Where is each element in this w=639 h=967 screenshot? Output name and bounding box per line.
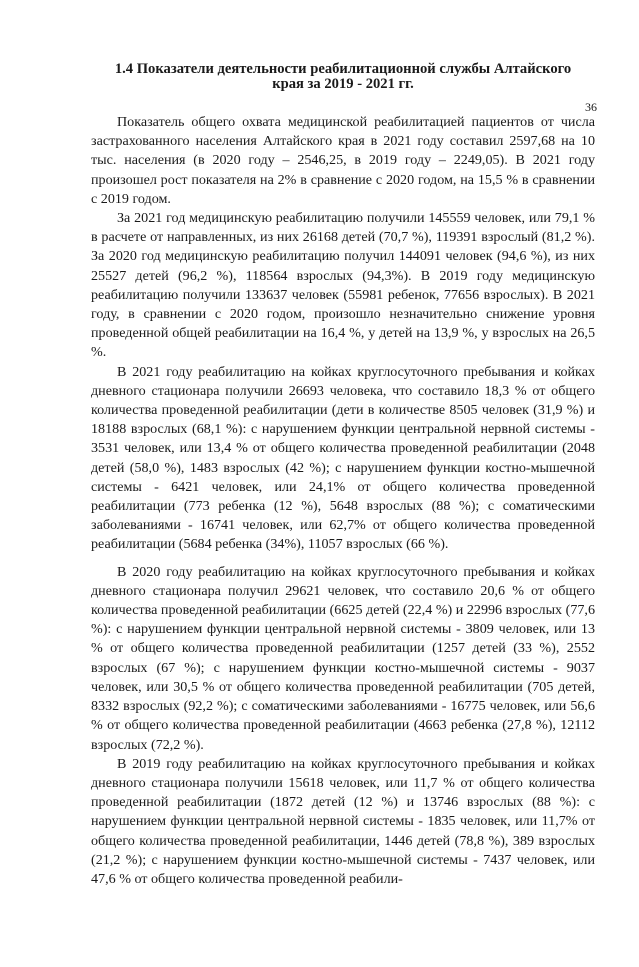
paragraph-rehab-totals: За 2021 год медицинскую реабилитацию получили 145559 человек, или 79,1 % в расчете от направленных, из них 26168 детей (70,7 %), 119391 взрослый (81,2 %). За 2020 год медицинскую реабилитацию получил 144091 человек (94,6 %), из них 25527 детей (96,2 %), 118564 взрослых (94,3%). В 2019 году медицинскую реабилитацию получили 133637 человек (55981 ребенок, 77656 взрослых). В 2021 году, в сравнении с 2020 годом, произошло незначительно снижение уровня проведенной общей реабилитации на 16,4 %, у детей на 13,9 %, у взрослых на 26,5 %.	[91, 210, 595, 361]
section-heading-line-2: края за 2019 - 2021 гг.	[272, 76, 414, 92]
paragraph-coverage-indicator: Показатель общего охвата медицинской реабилитацией пациентов от числа застрахованного населения Алтайского края в 2021 году составил 2597,68 на 10 тыс. населения (в 2020 году – 2546,25, в 2019 году – 2249,05). В 2021 году произошел рост показателя на 2% в сравнение с 2020 годом, на 15,5 % в сравнении с 2019 годом.	[91, 114, 595, 207]
section-heading-line-1: 1.4 Показатели деятельности реабилитационной службы Алтайского	[114, 61, 572, 77]
paragraph-inpatient-2019: В 2019 году реабилитацию на койках круглосуточного пребывания и койках дневного стационара получили 15618 человек, или 11,7 % от общего количества проведенной реабилитации (1872 детей (12 %) и 13746 взрослых (88 %): с нарушением функции центральной нервной системы - 1835 человек, или 11,7% от общего количества проведенной реабилитации, 1446 детей (78,8 %), 389 взрослых (21,2 %); с нарушением функции костно-мышечной системы - 7437 человек, или 47,6 % от общего количества проведенной реабили-	[91, 755, 595, 887]
paragraph-inpatient-2020: В 2020 году реабилитацию на койках круглосуточного пребывания и койках дневного стационара получил 29621 человек, что составило 20,6 % от общего количества проведенной реабилитации (6625 детей (22,4 %) и 22996 взрослых (77,6 %): с нарушением функции центральной нервной системы - 3809 человек, или 13 % от общего количества проведенной реабилитации (1257 детей (33 %), 2552 взрослых (67 %); с нарушением функции костно-мышечной системы - 9037 человек, или 30,5 % от общего количества проведенной реабилитации (705 детей, 8332 взрослых (92,2 %); с соматическими заболеваниями - 16775 человек, или 56,6 % от общего количества проведенной реабилитации (4663 ребенка (27,8 %), 12112 взрослых (72,2 %).	[91, 563, 595, 753]
section-heading	[91, 62, 595, 92]
document-body	[91, 113, 595, 889]
page-number: 36	[585, 100, 597, 114]
document-page	[0, 62, 639, 967]
paragraph-inpatient-2021: В 2021 году реабилитацию на койках круглосуточного пребывания и койках дневного стационара получили 26693 человека, что составило 18,3 % от общего количества проведенной реабилитации (дети в количестве 8505 человек (31,9 %) и 18188 взрослых (68,1 %): с нарушением функции центральной нервной системы - 3531 человек, или 13,4 % от общего количества проведенной реабилитации (2048 детей (58,0 %), 1483 взрослых (42 %); с нарушением функции костно-мышечной системы - 6421 человек, или 24,1% от общего количества проведенной реабилитации (773 ребенка (12 %), 5648 взрослых (88 %); с соматическими заболеваниями - 16741 человек, или 62,7% от общего количества проведенной реабилитации (5684 ребенка (34%), 11057 взрослых (66 %).	[91, 363, 595, 553]
